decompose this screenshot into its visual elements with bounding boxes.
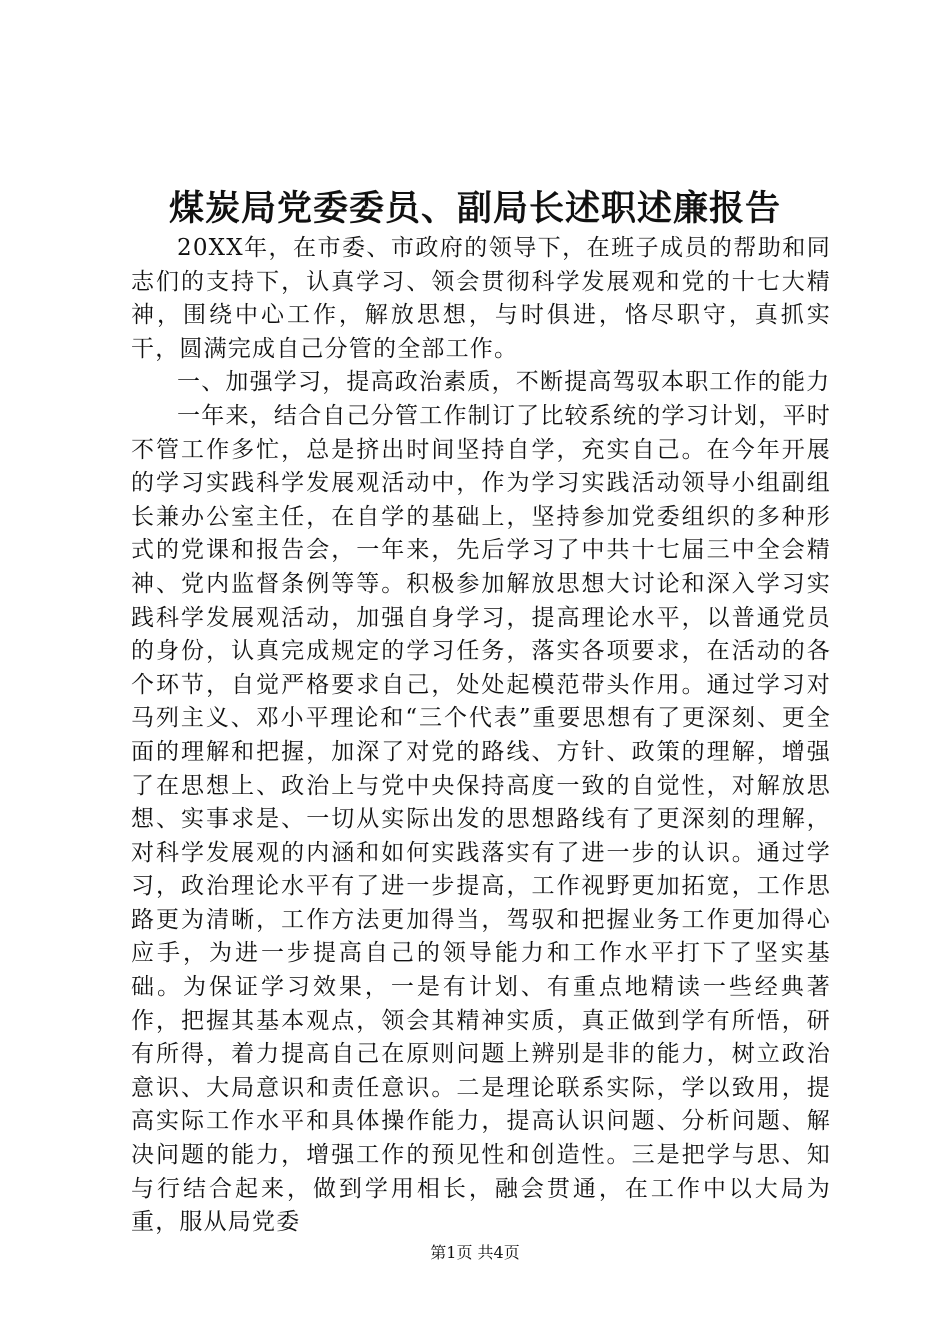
page-footer (0, 1242, 950, 1264)
paragraph-study: 一年来，结合自己分管工作制订了比较系统的学习计划，平时不管工作多忙，总是挤出时间坚持自学，充实自己。在今年开展的学习实践科学发展观活动中，作为学习实践活动领导小组副组长兼办公室主任，在自学的基础上，坚持参加党委组织的多种形式的党课和报告会，一年来，先后学习了中共十七届三中全会精神、党内监督条例等等。积极参加解放思想大讨论和深入学习实践科学发展观活动，加强自身学习，提高理论水平，以普通党员的身份，认真完成规定的学习任务，落实各项要求，在活动的各个环节，自觉严格要求自己，处处起模范带头作用。通过学习对马列主义、邓小平理论和“三个代表”重要思想有了更深刻、更全面的理解和把握，加深了对党的路线、方针、政策的理解，增强了在思想上、政治上与党中央保持高度一致的自觉性，对解放思想、实事求是、一切从实际出发的思想路线有了更深刻的理解，对科学发展观的内涵和如何实践落实有了进一步的认识。通过学习，政治理论水平有了进一步提高，工作视野更加拓宽，工作思路更为清晰，工作方法更加得当，驾驭和把握业务工作更加得心应手，为进一步提高自己的领导能力和工作水平打下了坚实基础。为保证学习效果，一是有计划、有重点地精读一些经典著作，把握其基本观点，领会其精神实质，真正做到学有所悟，研有所得，着力提高自己在原则问题上辨别是非的能力，树立政治意识、大局意识和责任意识。二是理论联系实际，学以致用，提高实际工作水平和具体操作能力，提高认识问题、分析问题、解决问题的能力，增强工作的预见性和创造性。三是把学与思、知与行结合起来，做到学用相长，融会贯通，在工作中以大局为重，服从局党委 (131, 402, 831, 1236)
paragraph-intro: 20XX年，在市委、市政府的领导下，在班子成员的帮助和同志们的支持下，认真学习、领会贯彻科学发展观和党的十七大精神，围绕中心工作，解放思想，与时俱进，恪尽职守，真抓实干，圆满完成自己分管的全部工作。 (131, 235, 831, 362)
section-heading-1: 一、加强学习，提高政治素质，不断提高驾驭本职工作的能力 (177, 369, 831, 396)
document-body (131, 232, 831, 1240)
page-number: 第1页 (430, 1243, 473, 1262)
document-title: 煤炭局党委委员、副局长述职述廉报告 (168, 188, 781, 229)
page-total: 共4页 (477, 1243, 520, 1262)
